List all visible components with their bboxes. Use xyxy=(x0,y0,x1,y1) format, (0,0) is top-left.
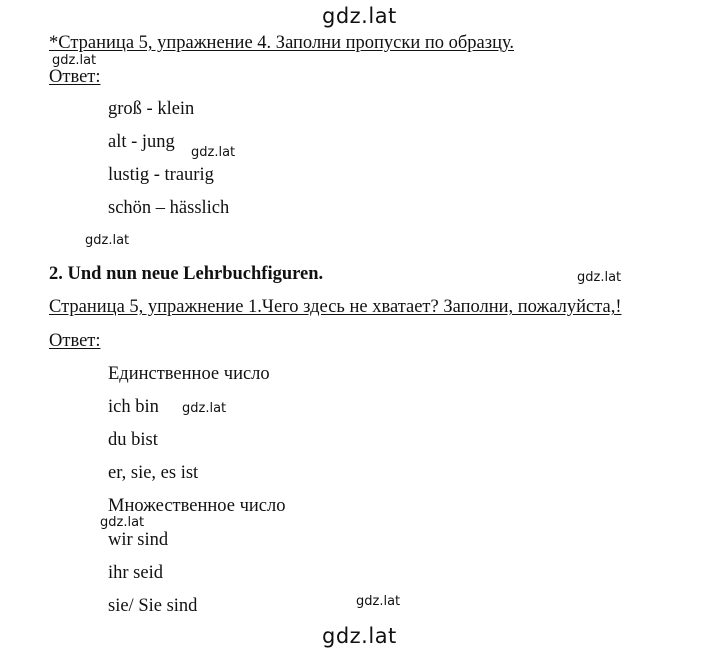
answer-line: ihr seid xyxy=(108,563,163,583)
watermark: gdz.lat xyxy=(577,270,622,285)
answer-line: ich bin xyxy=(108,397,159,417)
watermark: gdz.lat xyxy=(191,145,236,160)
exercise4-answer-label: Ответ: xyxy=(49,67,101,87)
watermark: gdz.lat xyxy=(85,233,130,248)
watermark-bottom: gdz.lat xyxy=(322,624,397,648)
answer-line: sie/ Sie sind xyxy=(108,596,198,616)
watermark: gdz.lat xyxy=(182,401,227,416)
answer-line: alt - jung xyxy=(108,132,175,152)
exercise1-title: Страница 5, упражнение 1.Чего здесь не хватает? Заполни, пожалуйста,! xyxy=(49,297,622,317)
answer-line: er, sie, es ist xyxy=(108,463,199,483)
answer-line: groß - klein xyxy=(108,99,195,119)
watermark: gdz.lat xyxy=(52,53,97,68)
section-heading: 2. Und nun neue Lehrbuchfiguren. xyxy=(49,264,324,284)
answer-line: Множественное число xyxy=(108,496,286,516)
answer-line: du bist xyxy=(108,430,158,450)
answer-line: schön – hässlich xyxy=(108,198,230,218)
watermark-top: gdz.lat xyxy=(322,4,397,28)
answer-line: wir sind xyxy=(108,530,169,550)
watermark: gdz.lat xyxy=(356,594,401,609)
watermark: gdz.lat xyxy=(100,515,145,530)
exercise1-answer-label: Ответ: xyxy=(49,331,101,351)
exercise4-title: *Страница 5, упражнение 4. Заполни пропуски по образцу. xyxy=(49,33,515,53)
answer-line: lustig - traurig xyxy=(108,165,214,185)
answer-line: Единственное число xyxy=(108,364,270,384)
